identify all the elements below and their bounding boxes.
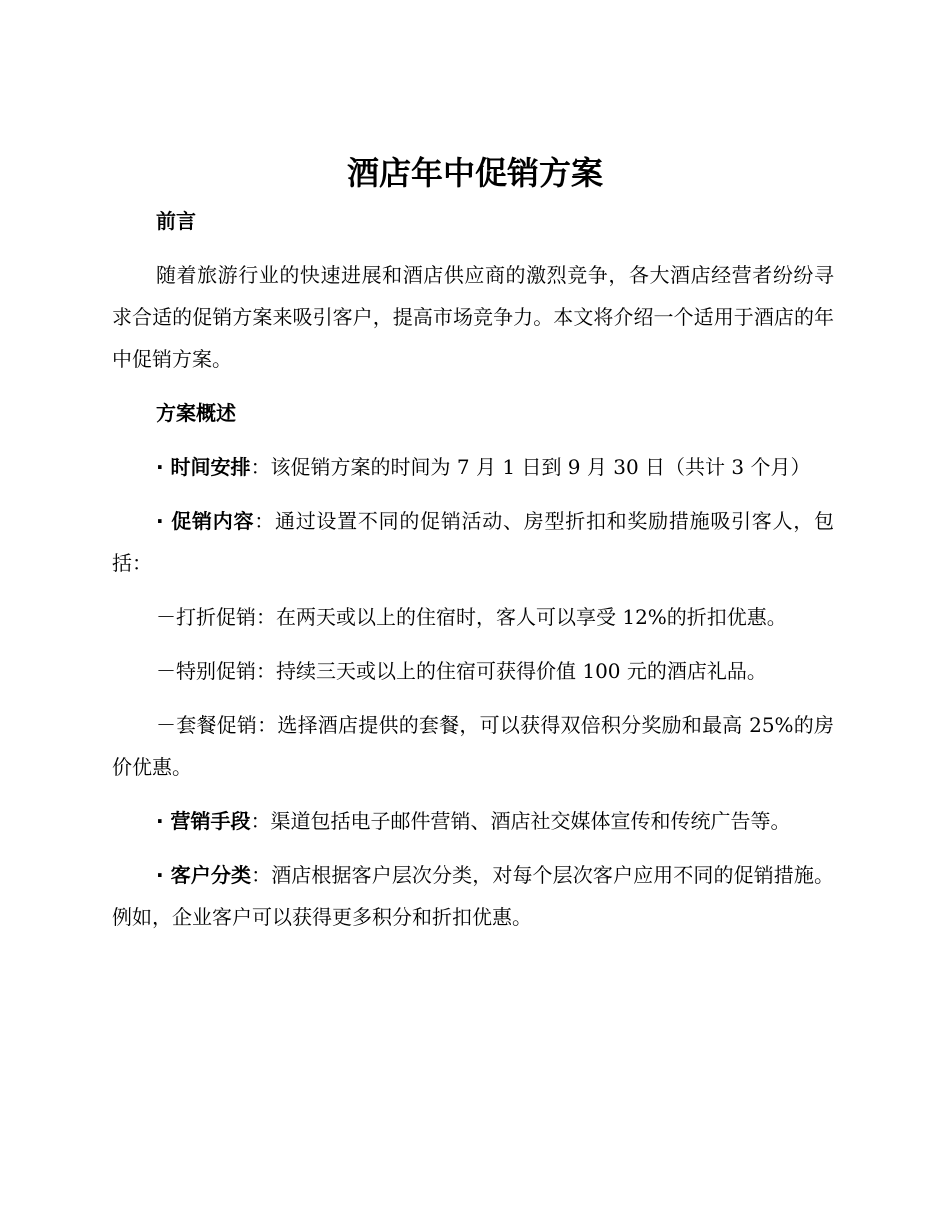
preface-heading: 前言 — [156, 209, 196, 233]
promotion-text: ：通过设置不同的促销活动、房型折扣和奖励措施吸引客人，包括： — [112, 509, 835, 575]
promotion-label: · 促销内容 — [156, 509, 255, 533]
marketing-text: ：渠道包括电子邮件营销、酒店社交媒体宣传和传统广告等。 — [250, 809, 791, 833]
schedule-paragraph — [112, 446, 834, 488]
package-promotion-item: －套餐促销：选择酒店提供的套餐，可以获得双倍积分奖励和最高 25%的房价优惠。 — [112, 713, 834, 779]
schedule-text: ：该促销方案的时间为 7 月 1 日到 9 月 30 日（共计 3 个月） — [250, 455, 811, 479]
schedule-label: · 时间安排 — [156, 455, 251, 479]
segmentation-paragraph — [112, 854, 834, 938]
document-title: 酒店年中促销方案 — [346, 154, 603, 192]
overview-heading: 方案概述 — [156, 401, 236, 425]
segmentation-label: · 客户分类 — [156, 863, 252, 887]
preface-paragraph: 随着旅游行业的快速进展和酒店供应商的激烈竞争，各大酒店经营者纷纷寻求合适的促销方案来吸引客户，提高市场竞争力。本文将介绍一个适用于酒店的年中促销方案。 — [112, 263, 834, 371]
document-body — [112, 200, 834, 950]
marketing-label: · 营销手段 — [156, 809, 251, 833]
promotion-paragraph — [112, 500, 834, 584]
segmentation-text: ：酒店根据客户层次分类，对每个层次客户应用不同的促销措施。例如，企业客户可以获得更多积分和折扣优惠。 — [112, 863, 835, 929]
discount-promotion-item: －打折促销：在两天或以上的住宿时，客人可以享受 12%的折扣优惠。 — [156, 605, 787, 629]
marketing-paragraph — [112, 800, 834, 842]
special-promotion-item: －特别促销：持续三天或以上的住宿可获得价值 100 元的酒店礼品。 — [156, 659, 767, 683]
